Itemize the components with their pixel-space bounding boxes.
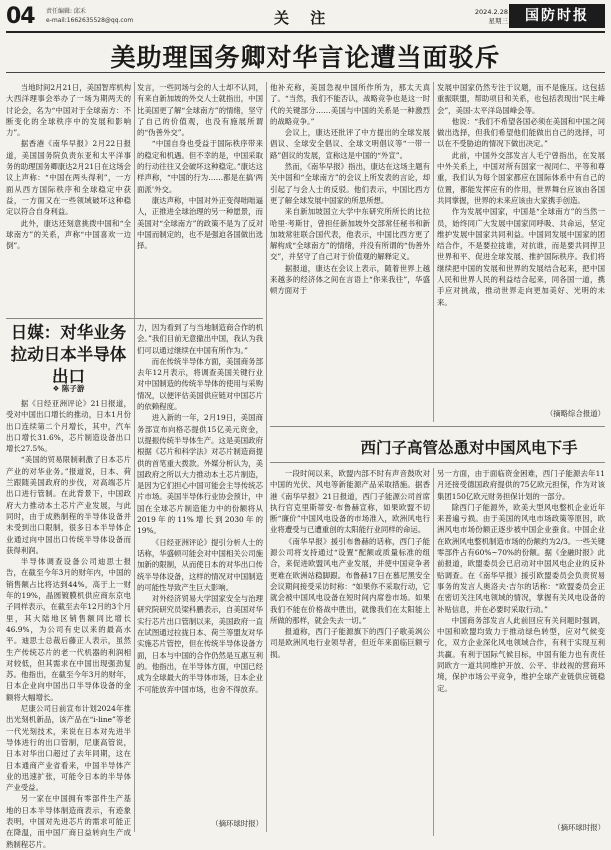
paragraph: 他说：“我们不希望各国必须在美国和中国之间做出选择，但我们希望他们能做出自己的选择，可以在不受胁迫的情况下做出决定。”	[437, 116, 605, 149]
section-title: 关 注	[274, 9, 334, 27]
column-divider	[266, 82, 267, 832]
paragraph: 《南华早报》援引布鲁赫的话称，西门子能源公司将支持通过“设置”配额或质量标准的组合，来促进欧盟风电产业发展，并使中国竞争者更难在欧洲站稳脚跟。布鲁赫17日在慕尼黑安全会议期间接受采访时称：“如果你不采取行动，它就会被中国风电设备在短时间内席卷市场。如果我们不能在价格战中胜出，就像我们在太阳能上所做的那样，就会失去一切。”	[270, 536, 430, 625]
paragraph: 进入新的一年，2月19日，美国商务部宣布向格芯提供15亿美元资金，以提振传统半导体生产。这是美国政府根据《芯片和科学法》对芯片制造商提供的首笔重大拨款。外媒分析认为，美国政府之所以大力推动本土芯片制造，是因为它们担心中国可能会主导传统芯片市场。美国半导体行业协会预计，中国在全球芯片制造能力中的份额将从2019年的11%增长到2030年的19%。	[137, 413, 263, 536]
article2-headline-box	[6, 322, 131, 386]
paragraph: 发言，一些同场与会的人士却不认同，有来自新加坡的外交人士就指出，中国比美国更了解“全球南方”的情绪，坚守了自己的价值观，也没有施展所谓的“伪善外交”。	[137, 83, 263, 138]
paragraph: “美国的贸易限制刺激了日本芯片产业的对华业务。”报道说，日本、荷兰跟随美国政府的步伐，对高端芯片出口进行管制。在此背景下，中国政府大力推动本土芯片产业发展，与此同时，由于成熟制程的半导体设备并未受到出口限制，很多日本半导体企业通过向中国出口传统半导体设备而获得利润。	[6, 455, 131, 555]
paragraph: 中国商务部发言人此前回应有关问题时强调，中国和欧盟均致力于推动绿色转型，应对气候变化，双方企业深化风电领域合作，有利于实现互利共赢。有利于国际气候目标，中国有能力也有责任同欧方一道共同维护开放、公平、非歧视的营商环境，保护市场公平竞争，维护全球产业链供应链稳定。	[437, 615, 605, 693]
article3-headline: 西门子高管怂恿对中国风电下手	[360, 439, 578, 457]
page-header	[6, 4, 605, 34]
paragraph: 他补充称，美国急视中国所作所为，那太天真了。“当然，我们不能否认，战略竞争也是这一时代的关键部分……美国与中国的关系是一种激烈的战略竞争。”	[270, 83, 430, 126]
paragraph: 发展中国家仍然专注于议题，而不是施压。这包括重振联盟，帮助项目和关系，也包括表现出“民主峰会”，美国-太平洋岛国峰会等。	[437, 83, 605, 115]
paragraph: 此外，康达还刻意挑拨中国和“全球南方”的关系，声称“中国喜欢一边倒”。	[6, 218, 131, 251]
article1-headline: 美助理国务卿对华言论遭当面驳斥	[110, 43, 501, 72]
paragraph: 力，因为看到了与当地制造商合作的机会。”我们目前无意撤出中国，我认为我们可以通过继续在中国有所作为。”	[137, 323, 263, 355]
author-marker-icon: ❖	[52, 384, 62, 393]
paragraph: 据香港《南华早报》2月22日报道，美国国务院负责东亚和太平洋事务的助理国务卿康达2月21日在这场会议上声称：“中国在两头得利”，一方面从西方国际秩序和全球稳定中获益，一方面又在一些领域破坏这种稳定以符合自身利益。	[6, 139, 131, 217]
article2-author: 陈子游	[61, 384, 85, 393]
article3-column-2	[437, 468, 605, 816]
column-divider	[433, 468, 434, 836]
paragraph: 《日经亚洲评论》提引分析人士的话称，华盛顿可能会对中国相关公司施加新的限制，从而使日本的对华出口传统半导体设备，这样的情况对中国制造的可能性导致产生巨大影响。	[137, 537, 263, 592]
issue-date: 2024.2.28	[474, 8, 508, 16]
editor-info	[46, 7, 133, 25]
article3-column-1	[270, 468, 430, 836]
paragraph: 除西门子能源外，欧美大型风电整机企业近年来普遍亏损。由于美国的风电市场政策等原因，欧洲风电市场份额正逐步被中国企业蚕食。中国企业在欧洲风电整机制造市场的份额约为2/3。一些关键零部件占有60%~70%的份额。据《金融时报》此前报道，欧盟委员会已启动对中国风电企业的反补贴调查。在《南华早报》援引欧盟委员会负责贸易事务的发言人奥洛夫·吉尔的话称：“欧盟委员会正在密切关注风电领域的情况，掌握有关风电设备的补贴信息，并在必要时采取行动。”	[437, 502, 605, 614]
article2-byline	[6, 383, 131, 394]
issue-weekday: 星期三	[488, 17, 508, 25]
paragraph: 当地时间2月21日，美国智库机构大西洋理事会举办了一场为期两天的讨论会，名为“中国对于全球南方：不断变化的全球秩序中的发展和影响力”。	[6, 83, 131, 138]
column-divider	[433, 82, 434, 422]
paragraph: 据报道，康达在会议上表示，随着世界上越来越多的经济体之间在言语上“你来我往”，华盛顿方面对于	[270, 263, 430, 296]
article1-divider-right	[270, 426, 605, 427]
article1-source: （摘略综合报道）	[545, 409, 605, 418]
article2-headline-line1: 日媒：对华业务	[10, 323, 127, 342]
headline-rule	[6, 72, 605, 73]
article1-column-4	[437, 82, 605, 416]
paragraph: 对外经济贸易大学国家安全与治理研究院研究员梁科鹏表示，自美国对华实行芯片出口管制以来，美国政府一直在试图通过拉拢日本、荷兰等盟友对华实施芯片管控，但在传统半导体设备方面，日本与中国的合作仍然是互惠互利的。他指出，在半导体方面，中国已经成为全球最大的半导体市场，日本企业不可能放弃中国市场，也舍不得放弃。	[137, 594, 263, 694]
article1-column-3	[270, 82, 430, 422]
paragraph: 而在传统半导体方面，美国商务部去年12月表示，将调查美国关键行业对中国制造的传统半导体的使用与采购情况，以便评估美国供应链对中国芯片的依赖程度。	[137, 356, 263, 412]
paragraph: 报道称，西门子能源旗下的西门子歌美飒公司是欧洲风电行业领导者，但近年来面临巨额亏损。	[270, 627, 430, 659]
paragraph: 来自新加坡国立大学中东研究所所长的比拉哈里·考斯甘，曾担任新加坡外交部常任秘书和新加坡常驻联合国代表，他表示，中国比西方更了解构成“全球南方”的情绪，并没有所谓的“伪善外交”，并坚守了自己对于价值观的解释定义。	[270, 207, 430, 262]
column-divider	[134, 82, 135, 832]
paragraph: 此前，中国外交部发言人毛宁曾指出，在发展中外关系上，中国对所有国家一视同仁、平等和尊重，我们认为每个国家都应在国际体系中有自己的位置，都能发挥应有的作用，世界舞台应该由各国共同掌握，世界的未来应该由大家携手创造。	[437, 150, 605, 205]
paragraph: 据《日经亚洲评论》21日报道，受对中国出口增长的推动，日本1月份出口连续第二个月增长，其中，汽车出口增长31.6%，芯片制造设备出口增长27.5%。	[6, 399, 131, 454]
paragraph: 半导体调查设备公司迪思士报告，在截至今年3月的财年内，中国的销售额占比将达到44%，高于上一财年的19%，晶圆镀膜机供应商东京电子同样表示，在截至去年12月的3个月里，其大陆地区销售额同比增长46.9%，为公司有史以来的最高水平。迪思士总裁后藤正人表示，虽然生产传统芯片的老一代机器的利润相对较低，但其需求在中国出现强劲复苏。他指出，在截至今年3月的财年，日本企业向中国出口半导体设备的金额将大幅增长。	[6, 557, 131, 702]
article2-column-1	[6, 398, 131, 849]
paragraph: 另一家在中国拥有零部件生产基地的日本半导体制造商表示，有迹象表明，中国对先进芯片的需求可能正在降温，而中国厂商日益转向生产成熟制程芯片。	[6, 794, 131, 849]
paragraph: 尼康公司日前宣布计划2024年推出光刻机新品，该产品在“i-line”等老一代光刻技术，来说在日本对先进半导体进行的出口管制，尼康高管说，日本对华出口超过了去年同期，这在日本通商产业省看来，中国半导体产业的迅速扩张，可能令日本的半导体产业受益。	[6, 704, 131, 793]
article1-column-1	[6, 82, 131, 314]
article2-source: （摘环球时报）	[211, 819, 263, 828]
header-rule	[6, 31, 605, 33]
article3-title-rule	[270, 462, 605, 463]
editor-line: 责任编辑: 邱禾	[46, 8, 86, 15]
article3-source: （摘环球时报）	[553, 823, 605, 832]
paragraph: 会议上，康达还批评了中方提出的全球发展倡议、全球安全倡议、全球文明倡议等“一带一路”倡议的发展，宣称这是中国的“外宣”。	[270, 128, 430, 160]
newspaper-logo: 国防时报	[509, 4, 605, 28]
article2-column-2	[137, 322, 263, 814]
paragraph: 一段时间以来，欧盟内部不时有声音鼓吹对中国的光伏、风电等新能源产品采取措施。据香港《南华早报》21日报道，西门子能源公司首席执行官克里斯蒂安·布鲁赫宣称，如果欧盟不切断“廉价”中国风电设备的市场准入，欧洲风电行业将遭受与已遭重创的太阳能行业同样的命运。	[270, 469, 430, 535]
article2-headline-line2: 拉动日本半导体出口	[10, 345, 127, 386]
email-line: e-mail:1662635528@qq.com	[46, 17, 134, 24]
page-number: 04	[6, 4, 35, 29]
article1-column-2	[137, 82, 263, 314]
issue-date-block	[458, 8, 508, 26]
paragraph: 康达声称，中国对外正变得咄咄逼人，正推进全球治理的另一种愿景，而美国对“全球南方”的政策不是为了反对中国而制定的，也不是强迫各国做出选择。	[137, 195, 263, 251]
paragraph: “中国自身也受益于国际秩序带来的稳定和机遇。但不幸的是，中国采取的行动往往又会破坏这种稳定。”康达这样声称，“中国的行为……都是在搞‘两面派’外交。	[137, 139, 263, 194]
paragraph: 另一方面，由于面临资金困难，西门子能源去年11月还接受德国政府提供的75亿欧元担保，作为对该集团150亿欧元财务担保计划的一部分。	[437, 469, 605, 501]
paragraph: 作为发展中国家，中国是“全球南方”的当然一员，始终同广大发展中国家同呼吸、共命运，坚定维护发展中国家共同利益。中国同发展中国家的团结合作，不是要拉拢谁，对抗谁，而是要共同捍卫世界和平、促进全球发展、推护国际秩序。我们将继续把中国的发展和世界的发展结合起来，把中国人民和世界人民的利益结合起来，同各国一道，携手应对挑战，推动世界走向更加美好、光明的未来。	[437, 207, 605, 307]
paragraph: 然而，《南华早报》指出，康达在这场主题有关中国和“全球南方”的会议上所发表的言论，却引起了与会人士的反驳。他们表示，中国比西方更了解全球发展中国家的所思所想。	[270, 162, 430, 205]
